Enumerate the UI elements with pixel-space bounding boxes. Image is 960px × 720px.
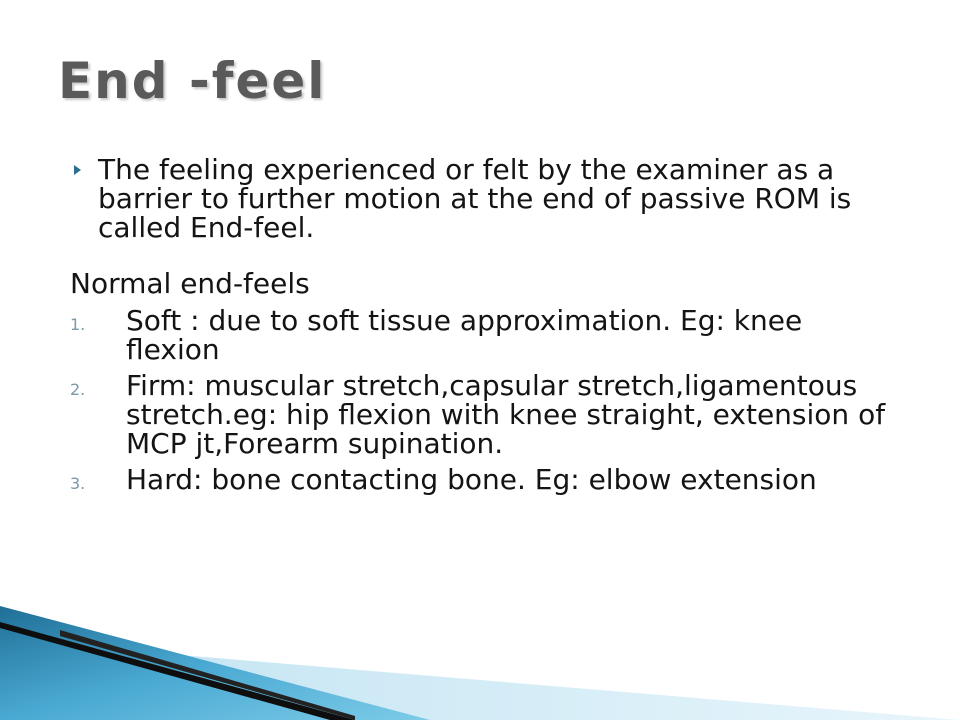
section-heading: Normal end-feels bbox=[70, 267, 310, 300]
numbered-list bbox=[70, 306, 900, 494]
list-item bbox=[70, 306, 900, 364]
slide-content bbox=[70, 155, 900, 501]
list-number: 1. bbox=[70, 315, 86, 334]
list-item bbox=[70, 465, 900, 494]
triangle-bullet-icon bbox=[74, 165, 81, 175]
wedge-blue-band bbox=[0, 606, 430, 720]
list-number: 3. bbox=[70, 474, 86, 493]
bullet-item bbox=[70, 155, 900, 242]
list-item-text: Hard: bone contacting bone. Eg: elbow extension bbox=[126, 463, 817, 496]
list-number: 2. bbox=[70, 380, 86, 399]
bullet-text: The feeling experienced or felt by the examiner as a barrier to further motion at the end of passive ROM is called End-feel. bbox=[98, 153, 852, 244]
list-item bbox=[70, 371, 900, 458]
slide-title: End -feel bbox=[58, 52, 327, 110]
list-item-text: Firm: muscular stretch,capsular stretch,ligamentous stretch.eg: hip flexion with knee straight, extension of MCP jt,Forearm supination. bbox=[126, 369, 886, 460]
list-item-text: Soft : due to soft tissue approximation. Eg: knee flexion bbox=[126, 304, 803, 366]
